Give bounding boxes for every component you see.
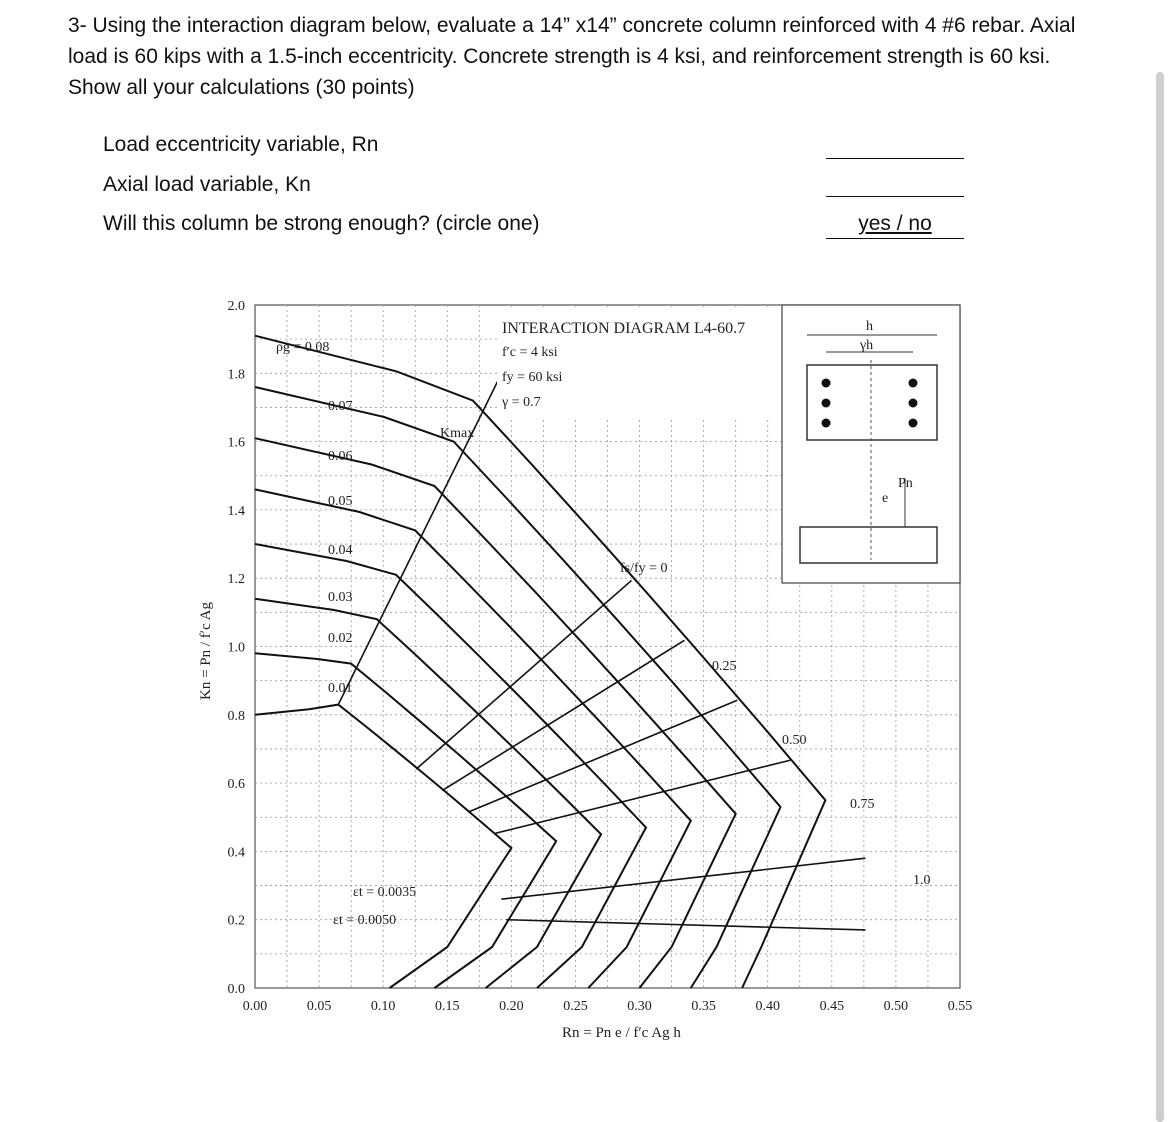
y-tick-label: 0.0 <box>227 982 245 997</box>
x-tick-label: 0.15 <box>435 999 460 1014</box>
x-tick-label: 0.10 <box>370 999 396 1014</box>
param-fy: fy = 60 ksi <box>502 370 563 385</box>
y-tick-label: 0.6 <box>227 777 245 793</box>
x-tick-label: 0.50 <box>883 999 909 1014</box>
e-label: e <box>882 491 889 506</box>
strain-label-025: 0.25 <box>712 659 737 674</box>
strain-limit-1-label: εt = 0.0035 <box>353 885 417 900</box>
y-tick-label: 1.8 <box>227 367 245 383</box>
rho-label-001: 0.01 <box>328 681 353 696</box>
y-tick-label: 1.4 <box>227 503 245 519</box>
param-fc: f′c = 4 ksi <box>502 345 558 360</box>
y-axis-label: Kn = Pn / f′c Ag <box>198 602 214 700</box>
x-tick-label: 0.20 <box>499 999 524 1014</box>
rho-label-005: 0.05 <box>328 494 353 509</box>
y-tick-label: 1.2 <box>227 572 245 588</box>
pn-label: Pn <box>898 476 913 491</box>
y-tick-label: 0.8 <box>227 708 245 724</box>
x-tick-label: 0.00 <box>242 999 268 1014</box>
strain-label-050: 0.50 <box>782 733 807 748</box>
kmax-label: Kmax <box>440 426 475 441</box>
chart-title: INTERACTION DIAGRAM L4-60.7 <box>502 320 746 337</box>
x-tick-label: 0.25 <box>563 999 588 1014</box>
section-inset <box>782 305 960 583</box>
h-label: h <box>866 319 873 334</box>
rho-label-008: ρg = 0.08 <box>276 340 330 355</box>
rho-label-006: 0.06 <box>328 449 353 464</box>
y-tick-label: 1.6 <box>227 435 245 451</box>
param-gamma: γ = 0.7 <box>502 395 541 410</box>
x-tick-label: 0.45 <box>819 999 845 1014</box>
rho-label-007: 0.07 <box>328 399 353 414</box>
rho-curve <box>255 438 736 988</box>
yes-no-choice[interactable]: yes / no <box>858 212 932 235</box>
strain-limit-line <box>501 858 865 899</box>
strain-line <box>468 700 737 812</box>
y-tick-label: 0.4 <box>227 845 245 861</box>
strain-label-075: 0.75 <box>850 797 875 812</box>
y-tick-label: 1.0 <box>227 640 245 656</box>
strain-limit-line <box>506 920 865 930</box>
kn-prompt: Axial load variable, Kn <box>103 173 311 196</box>
gamma-h-label: γh <box>860 338 874 353</box>
x-tick-label: 0.55 <box>947 999 973 1014</box>
rn-prompt: Load eccentricity variable, Rn <box>103 133 379 156</box>
x-tick-label: 0.30 <box>627 999 652 1014</box>
strong-enough-prompt: Will this column be strong enough? (circle one) <box>103 212 540 235</box>
y-tick-label: 2.0 <box>227 299 245 314</box>
x-tick-label: 0.35 <box>691 999 716 1014</box>
x-tick-label: 0.40 <box>755 999 780 1014</box>
strain-limit-2-label: εt = 0.0050 <box>333 913 397 928</box>
y-tick-label: 0.2 <box>227 913 245 929</box>
rho-label-002: 0.02 <box>328 631 353 646</box>
rho-label-004: 0.04 <box>328 543 353 558</box>
x-axis-label: Rn = Pn e / f′c Ag h <box>562 1025 681 1041</box>
rho-label-003: 0.03 <box>328 590 353 605</box>
strain-label-10: 1.0 <box>913 873 931 888</box>
fs-fy-zero-label: fs/fy = 0 <box>620 561 668 576</box>
x-tick-label: 0.05 <box>306 999 332 1014</box>
question-text: 3- Using the interaction diagram below, evaluate a 14” x14” concrete column reinforced with 4 #6 rebar. Axial load is 60 kips with a 1.5-inch eccentricity. Concrete strength is 4 ksi, and reinforcement strength is 60 ksi. Show all your calculations (30 points) <box>68 14 1076 99</box>
